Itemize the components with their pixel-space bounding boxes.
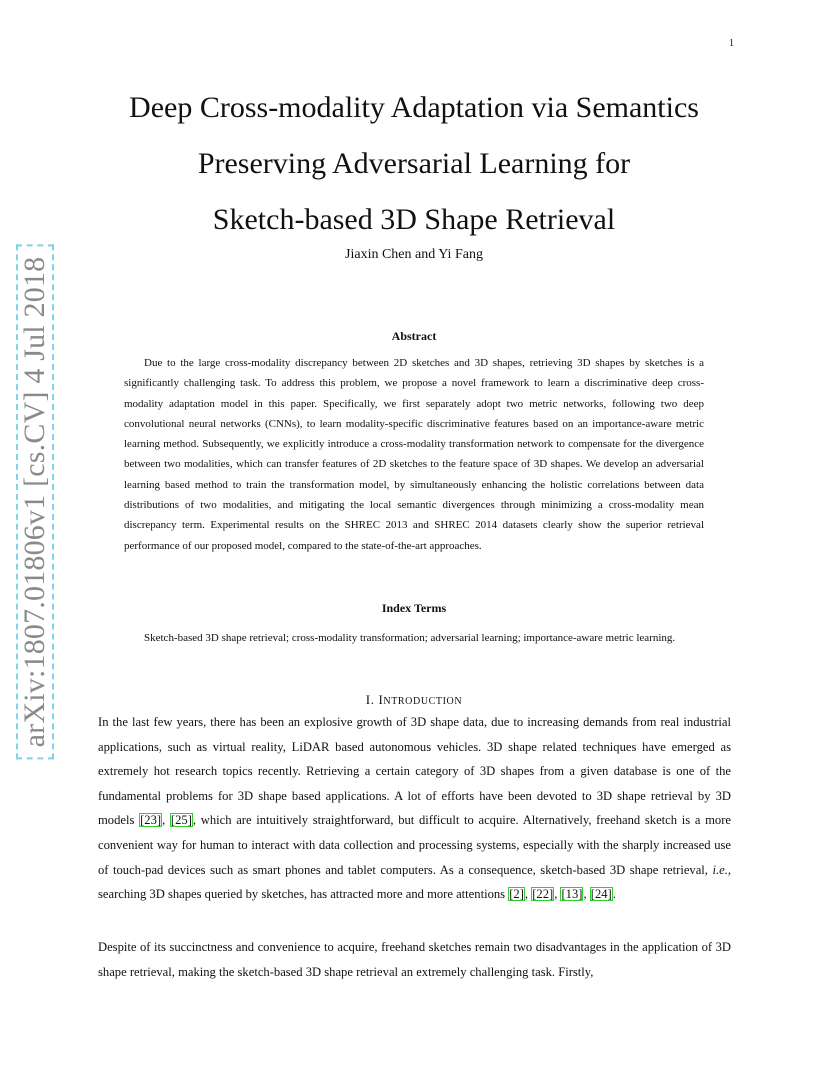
citation-link[interactable]: [13] (561, 887, 583, 902)
introduction-paragraph-2 (98, 935, 731, 984)
paper-title (90, 80, 738, 248)
introduction-paragraph-1 (98, 710, 731, 907)
section-title-rest: NTRODUCTION (383, 696, 463, 707)
intro-text: , (583, 887, 590, 902)
title-line: Sketch-based 3D Shape Retrieval (212, 203, 616, 236)
intro-text: In the last few years, there has been an explosive growth of 3D shape data, due to increasing demands from real industrial applications, such as virtual reality, LiDAR based autonomous vehicles. 3D shape related techniques have emerged as extremely hot research topics recently. Retrieving a certain category of 3D shapes from a given database is one of the fundamental problems for 3D shape based applications. A lot of efforts have been devoted to 3D shape retrieval by 3D models (98, 715, 731, 828)
abstract-text: Due to the large cross-modality discrepancy between 2D sketches and 3D shapes, retrieving 3D shapes by sketches is a significantly challenging task. To address this problem, we propose a novel framework to learn a discriminative deep cross-modality adaptation model in this paper. Specifically, we first separately adopt two metric networks, following two deep convolutional neural networks (CNNs), to learn modality-specific discriminative features based on an importance-aware metric learning method. Subsequently, we explicitly introduce a cross-modality transformation network to compensate for the divergence between two modalities, which can transfer features of 2D sketches to the feature space of 3D shapes. We develop an adversarial learning based method to train the transformation model, by simultaneously enhancing the holistic correlations between data distributions of two modalities, and mitigating the local semantic divergences through minimizing a cross-modality mean discrepancy term. Experimental results on the SHREC 2013 and SHREC 2014 datasets clearly show the superior retrieval performance of our proposed model, compared to the state-of-the-art approaches. (124, 357, 704, 552)
arxiv-identifier-stamp[interactable]: arXiv:1807.01806v1 [cs.CV] 4 Jul 2018 (16, 245, 54, 760)
intro-text: , (524, 887, 532, 902)
abstract-heading: Abstract (391, 329, 437, 343)
page-number: 1 (729, 38, 734, 49)
intro-text: , which are intuitively straightforward, but difficult to acquire. Alternatively, freehand sketch is a more convenient way for human to interact with data collection and processing systems, especially with the sharply increased use of touch-pad devices such as smart phones and tablet computers. As a consequence, sketch-based 3D shape retrieval, (98, 813, 732, 877)
title-line: Deep Cross-modality Adaptation via Semantics (129, 91, 699, 124)
intro-text: , (162, 813, 170, 828)
index-terms-heading: Index Terms (381, 601, 447, 615)
intro-text: Despite of its succinctness and convenience to acquire, freehand sketches remain two disadvantages in the application of 3D shape retrieval, making the sketch-based 3D shape retrieval an extremely challenging task. Firstly, (98, 940, 731, 979)
intro-emphasis: i.e. (712, 862, 728, 877)
intro-text: , (554, 887, 561, 902)
title-line: Preserving Adversarial Learning for (197, 147, 631, 180)
citation-link[interactable]: [25] (170, 813, 192, 828)
citation-link[interactable]: [23] (140, 813, 162, 828)
intro-text: . (612, 887, 616, 902)
author-list: Jiaxin Chen and Yi Fang (345, 247, 483, 262)
citation-link[interactable]: [24] (590, 887, 612, 902)
section-numeral: I. (365, 692, 375, 707)
section-title-initial: I (378, 692, 384, 707)
introduction-heading (90, 692, 738, 708)
citation-link[interactable]: [22] (532, 887, 554, 902)
citation-link[interactable]: [2] (509, 887, 524, 902)
index-terms-text: Sketch-based 3D shape retrieval; cross-modality transformation; adversarial learning; importance-aware metric learning. (144, 632, 676, 644)
intro-text: , searching 3D shapes queried by sketches, has attracted more and more attentions (98, 862, 731, 902)
